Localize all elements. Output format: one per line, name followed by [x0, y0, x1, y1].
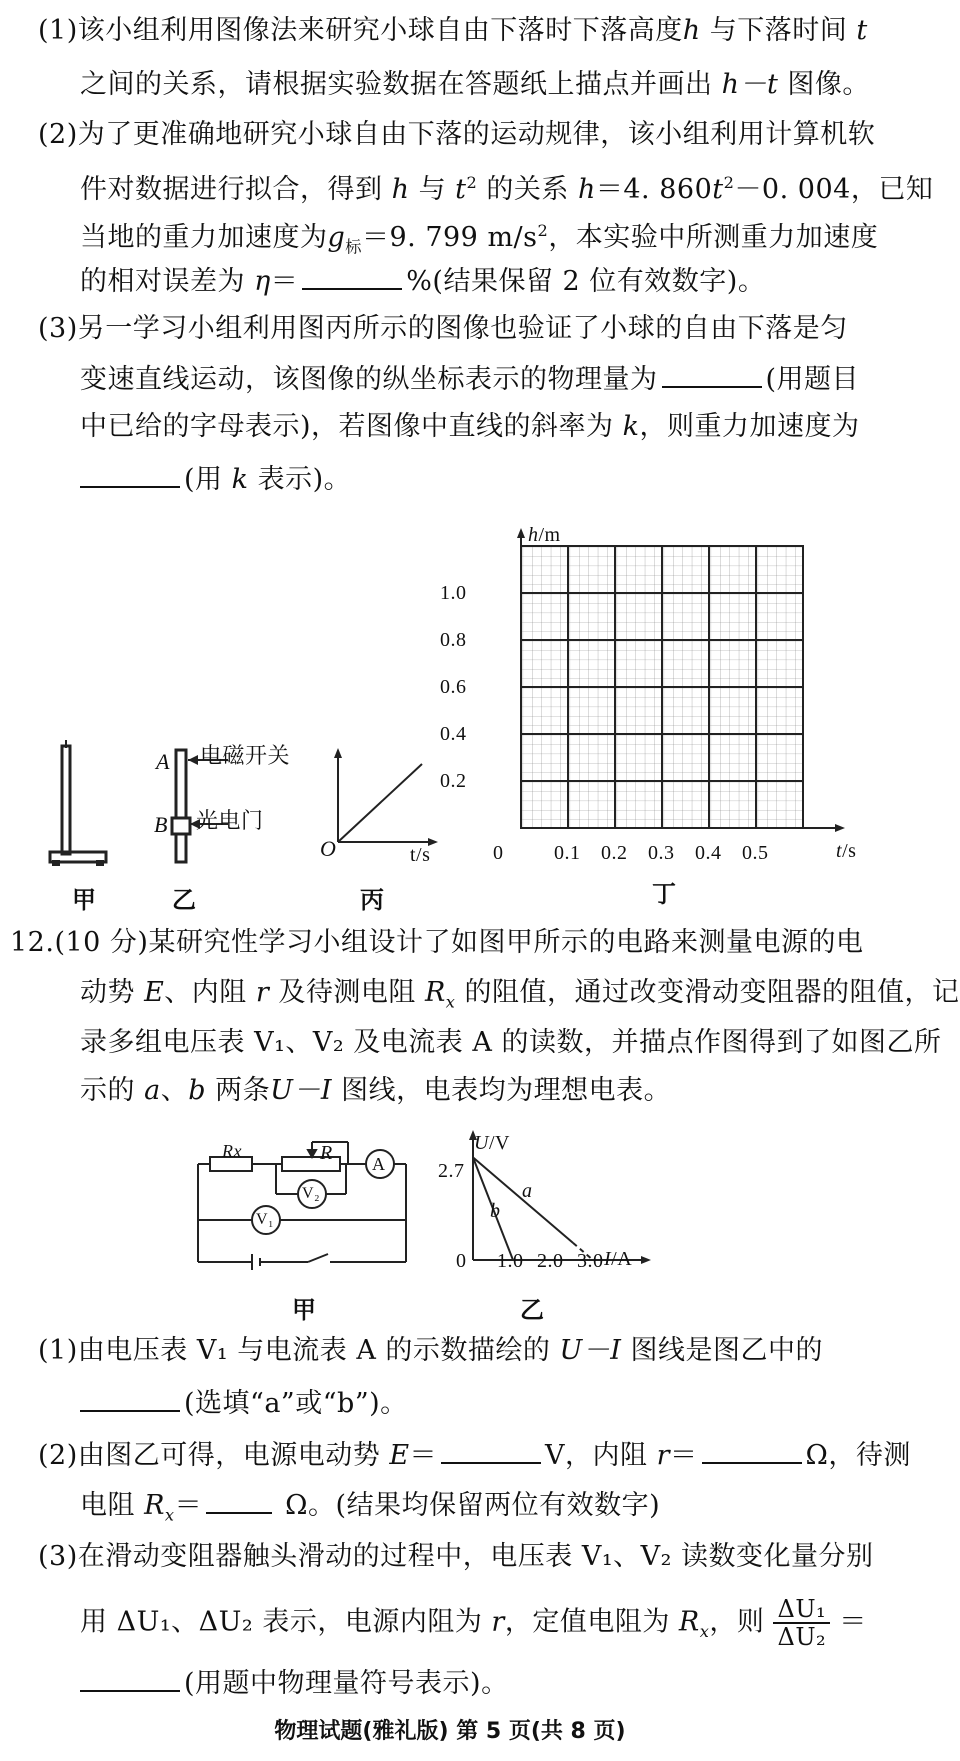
answer-blank-g[interactable]	[80, 460, 180, 488]
answer-blank-Rx[interactable]	[206, 1486, 272, 1514]
circuit-V2-label: V₂	[302, 1185, 321, 1202]
q11-p2-line1: (2)为了更准确地研究小球自由下落的运动规律，该小组利用计算机软	[38, 119, 876, 150]
fraction-dU1-dU2: $\frac{\text{ΔU₁}}{\text{ΔU₂}}$	[773, 1596, 830, 1650]
yi-label-magnetic-switch: 电磁开关	[200, 744, 291, 769]
ding-xlabel: t/s	[836, 840, 857, 862]
q12-p3-line3: (用题中物理量符号表示)。	[80, 1664, 509, 1701]
ui-ylabel: U/V	[474, 1132, 510, 1154]
ding-x-tick: 0.5	[742, 842, 769, 864]
caption-jia-top: 甲	[72, 886, 96, 914]
ding-ylabel: h/m	[528, 524, 561, 546]
ui-line-b-label: b	[490, 1200, 501, 1222]
q11-p2-line2: 件对数据进行拟合，得到 h 与 $t^2$ 的关系 h＝4. $860t^2-0$. 004，已知	[80, 173, 934, 205]
ding-y-tick: 0.8	[440, 629, 467, 651]
q12-line3: 录多组电压表 V₁、V₂ 及电流表 A 的读数，并描点作图得到了如图乙所	[80, 1027, 942, 1058]
answer-blank-ordinate[interactable]	[662, 360, 762, 388]
ui-x-tick: 3.0	[577, 1250, 604, 1272]
ui-line-a-label: a	[522, 1180, 533, 1202]
ding-x-tick: 0.2	[601, 842, 628, 864]
answer-blank-eta[interactable]	[302, 262, 402, 290]
ding-x-tick: 0	[493, 842, 504, 864]
q11-p1-line1: (1)该小组利用图像法来研究小球自由下落时下落高度h 与下落时间 t	[38, 15, 868, 46]
q11-p1-line2: 之间的关系，请根据实验数据在答题纸上描点并画出 h－t 图像。	[80, 69, 870, 100]
fig-ding-grid	[485, 528, 845, 848]
answer-blank-E[interactable]	[441, 1436, 541, 1464]
q12-p2-line1: (2)由图乙可得，电源电动势 E＝ V，内阻 r＝ Ω，待测	[38, 1436, 911, 1473]
answer-blank-ratio[interactable]	[80, 1664, 180, 1692]
q11-p2-line4: 的相对误差为 η＝ %(结果保留 2 位有效数字)。	[80, 262, 765, 299]
fig-jia-stand	[40, 740, 120, 870]
q11-p3-line4: (用 k 表示)。	[80, 460, 351, 497]
ui-y-tick-2-7: 2.7	[438, 1160, 465, 1182]
q11-p3-line2: 变速直线运动，该图像的纵坐标表示的物理量为 (用题目	[80, 360, 859, 397]
circuit-V1-label: V₁	[256, 1211, 275, 1228]
bing-origin: O	[320, 836, 337, 861]
ding-x-tick: 0.1	[554, 842, 581, 864]
q12-p2-line2: 电阻 $R_x= \Omega$。(结果均保留两位有效数字)	[80, 1486, 660, 1532]
ding-y-tick: 0.2	[440, 770, 467, 792]
q12-p1-line1: (1)由电压表 V₁ 与电流表 A 的示数描绘的 U－I 图线是图乙中的	[38, 1335, 823, 1366]
circuit-A-label: A	[372, 1154, 386, 1174]
caption-yi-mid: 乙	[520, 1296, 544, 1324]
ui-origin: 0	[456, 1250, 467, 1272]
ui-xlabel: I/A	[604, 1248, 633, 1270]
caption-bing-top: 丙	[360, 886, 384, 914]
answer-blank-line-choice[interactable]	[80, 1384, 180, 1412]
yi-label-A: A	[156, 749, 170, 774]
q12-p3-line1: (3)在滑动变阻器触头滑动的过程中，电压表 V₁、V₂ 读数变化量分别	[38, 1541, 874, 1572]
ding-x-tick: 0.4	[695, 842, 722, 864]
ui-x-tick: 2.0	[537, 1250, 564, 1272]
circuit-R-label: R	[320, 1142, 333, 1164]
q11-p2-line3: 当地的重力加速度为$g_标=9$. 799 $m/s^2$，本实验中所测重力加速度	[80, 221, 879, 257]
q12-p1-line2: (选填“a”或“b”)。	[80, 1384, 408, 1421]
page-footer: 物理试题(雅礼版) 第 5 页(共 8 页)	[274, 1719, 626, 1744]
ui-x-tick: 1.0	[497, 1250, 524, 1272]
answer-blank-r[interactable]	[702, 1436, 802, 1464]
ding-y-tick: 0.4	[440, 723, 467, 745]
yi-label-B: B	[154, 812, 168, 837]
caption-ding: 丁	[652, 880, 676, 908]
ding-x-tick: 0.3	[648, 842, 675, 864]
q12-line1: 12.(10 分)某研究性学习小组设计了如图甲所示的电路来测量电源的电	[10, 927, 864, 958]
q12-p3-line2: 用 ΔU₁、ΔU₂ 表示，电源内阻为 r，定值电阻为 $R_x$，则 $\frac{\text{ΔU₁}}{\text{ΔU₂}}$ ＝	[80, 1595, 867, 1651]
q11-p3-line1: (3)另一学习小组利用图丙所示的图像也验证了小球的自由下落是匀	[38, 313, 848, 344]
circuit-Rx-label: Rx	[222, 1141, 242, 1161]
yi-label-photogate: 光电门	[196, 809, 264, 834]
q12-line4: 示的 a、b 两条U－I 图线，电表均为理想电表。	[80, 1075, 672, 1106]
q11-p3-line3: 中已给的字母表示)，若图像中直线的斜率为 k，则重力加速度为	[80, 411, 860, 442]
ding-y-tick: 1.0	[440, 582, 467, 604]
caption-jia-mid: 甲	[292, 1296, 316, 1324]
q12-line2: 动势 E、内阻 r 及待测电阻 $R_x$ 的阻值，通过改变滑动变阻器的阻值，记	[80, 977, 960, 1012]
bing-xlabel: t/s	[410, 844, 431, 866]
ding-y-tick: 0.6	[440, 676, 467, 698]
caption-yi-top: 乙	[172, 886, 196, 914]
